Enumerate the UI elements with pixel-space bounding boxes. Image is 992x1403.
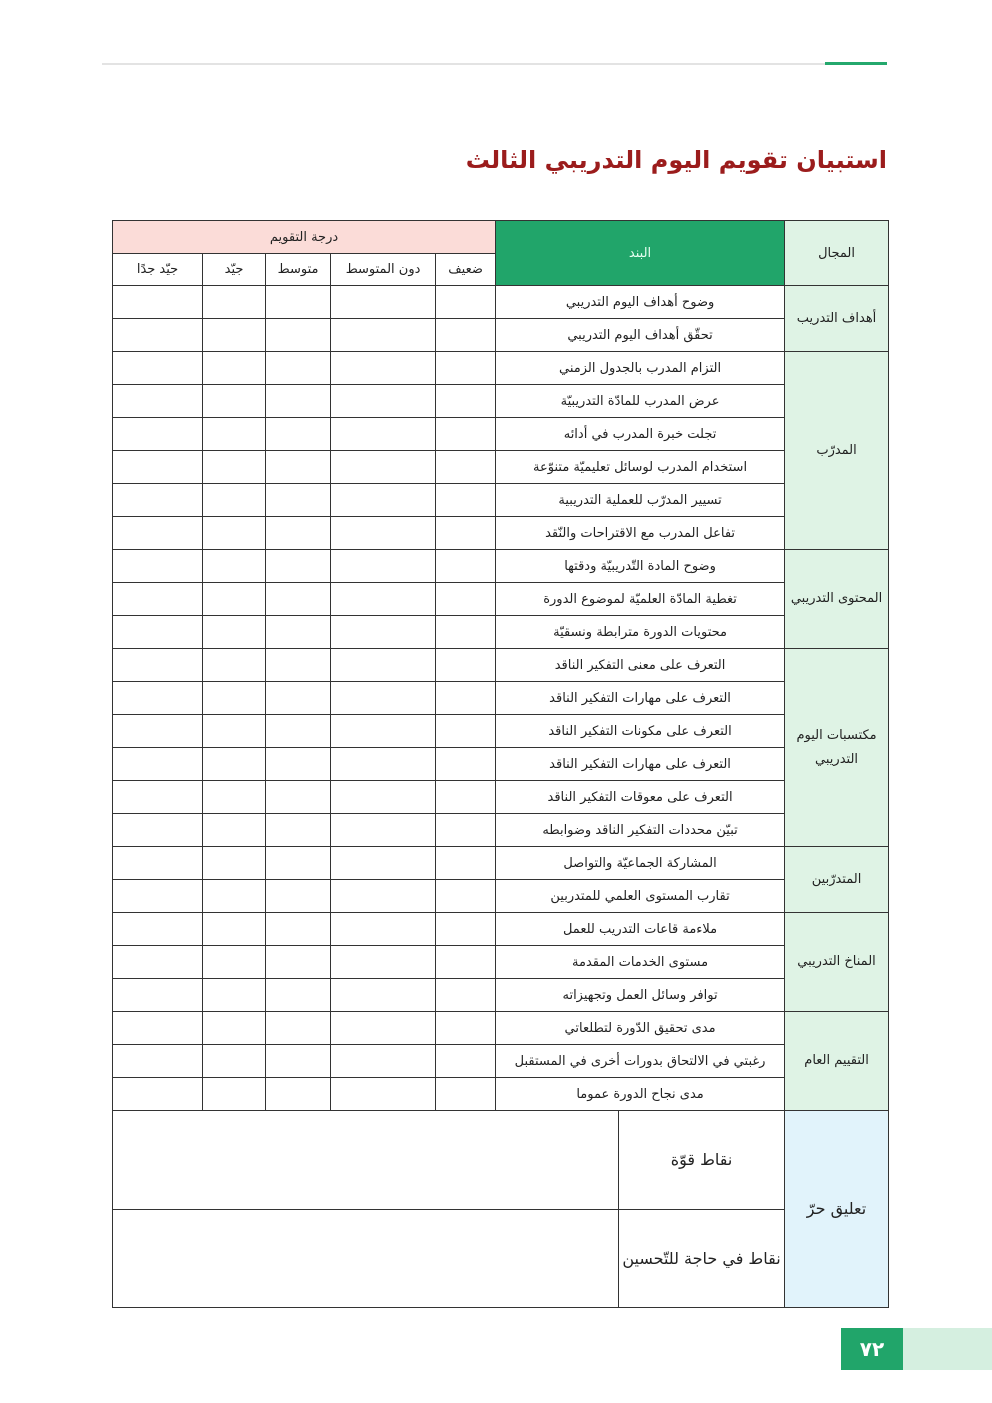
- rating-cell[interactable]: [113, 946, 203, 979]
- rating-cell[interactable]: [436, 484, 496, 517]
- scale-weak: ضعيف: [436, 254, 496, 286]
- item-cell: المشاركة الجماعيّة والتواصل: [496, 847, 785, 880]
- rating-cell[interactable]: [113, 781, 203, 814]
- domain-cell: المدرّب: [785, 352, 889, 550]
- rating-cell[interactable]: [203, 880, 266, 913]
- rating-cell[interactable]: [436, 517, 496, 550]
- table-row: [113, 517, 889, 550]
- rating-cell[interactable]: [203, 1012, 266, 1045]
- scale-very-good: جيّد جدًا: [113, 254, 203, 286]
- rating-cell[interactable]: [113, 550, 203, 583]
- rating-cell[interactable]: [436, 616, 496, 649]
- rating-cell[interactable]: [331, 748, 436, 781]
- top-divider: [102, 63, 887, 65]
- rating-cell[interactable]: [203, 649, 266, 682]
- rating-cell[interactable]: [331, 814, 436, 847]
- item-cell: تحقّق أهداف اليوم التدريبي: [496, 319, 785, 352]
- rating-cell[interactable]: [113, 748, 203, 781]
- item-cell: التعرف على معنى التفكير الناقد: [496, 649, 785, 682]
- table-row: [113, 880, 889, 913]
- rating-cell[interactable]: [203, 847, 266, 880]
- strengths-label: نقاط قوّة: [619, 1111, 785, 1210]
- rating-cell[interactable]: [113, 352, 203, 385]
- item-cell: مدى نجاح الدورة عموما: [496, 1078, 785, 1111]
- rating-cell[interactable]: [113, 1078, 203, 1111]
- item-cell: التزام المدرب بالجدول الزمني: [496, 352, 785, 385]
- rating-cell[interactable]: [331, 550, 436, 583]
- item-cell: مستوى الخدمات المقدمة: [496, 946, 785, 979]
- rating-cell[interactable]: [203, 1045, 266, 1078]
- rating-cell[interactable]: [203, 781, 266, 814]
- table-row: [113, 484, 889, 517]
- item-cell: تجلت خبرة المدرب في أدائه: [496, 418, 785, 451]
- rating-cell[interactable]: [113, 715, 203, 748]
- rating-cell[interactable]: [331, 781, 436, 814]
- rating-cell[interactable]: [266, 979, 331, 1012]
- rating-cell[interactable]: [113, 880, 203, 913]
- table-row: [113, 550, 889, 583]
- rating-cell[interactable]: [203, 385, 266, 418]
- rating-cell[interactable]: [266, 385, 331, 418]
- item-cell: تفاعل المدرب مع الاقتراحات والنّقد: [496, 517, 785, 550]
- scale-below-average: دون المتوسط: [331, 254, 436, 286]
- item-cell: ملاءمة قاعات التدريب للعمل: [496, 913, 785, 946]
- rating-cell[interactable]: [203, 550, 266, 583]
- rating-cell[interactable]: [331, 352, 436, 385]
- rating-cell[interactable]: [436, 979, 496, 1012]
- rating-cell[interactable]: [331, 847, 436, 880]
- rating-cell[interactable]: [331, 1012, 436, 1045]
- rating-cell[interactable]: [266, 715, 331, 748]
- domain-cell: المتدرّبين: [785, 847, 889, 913]
- rating-cell[interactable]: [113, 1045, 203, 1078]
- rating-cell[interactable]: [203, 814, 266, 847]
- rating-cell[interactable]: [113, 451, 203, 484]
- evaluation-body: [113, 286, 889, 1111]
- rating-cell[interactable]: [266, 649, 331, 682]
- rating-cell[interactable]: [436, 814, 496, 847]
- domain-cell: المناخ التدريبي: [785, 913, 889, 1012]
- rating-cell[interactable]: [113, 484, 203, 517]
- rating-cell[interactable]: [113, 814, 203, 847]
- table-row: [113, 286, 889, 319]
- domain-cell: المحتوى التدريبي: [785, 550, 889, 649]
- rating-cell[interactable]: [113, 979, 203, 1012]
- rating-cell[interactable]: [436, 385, 496, 418]
- rating-cell[interactable]: [436, 1078, 496, 1111]
- top-accent-bar: [825, 62, 887, 65]
- strengths-input-area[interactable]: [113, 1111, 619, 1210]
- rating-cell[interactable]: [113, 913, 203, 946]
- rating-cell[interactable]: [331, 286, 436, 319]
- rating-cell[interactable]: [436, 715, 496, 748]
- rating-cell[interactable]: [266, 1045, 331, 1078]
- rating-cell[interactable]: [266, 814, 331, 847]
- table-row: [113, 682, 889, 715]
- item-cell: عرض المدرب للمادّة التدريبيّة: [496, 385, 785, 418]
- rating-cell[interactable]: [436, 682, 496, 715]
- page-title: استبيان تقويم اليوم التدريبي الثالث: [465, 146, 887, 174]
- rating-cell[interactable]: [266, 880, 331, 913]
- footer-band: [903, 1328, 992, 1370]
- item-cell: توافر وسائل العمل وتجهيزاته: [496, 979, 785, 1012]
- rating-cell[interactable]: [266, 451, 331, 484]
- table-row: [113, 616, 889, 649]
- item-cell: مدى تحقيق الدّورة لتطلعاتي: [496, 1012, 785, 1045]
- table-row: [113, 979, 889, 1012]
- item-cell: رغبتي في الالتحاق بدورات أخرى في المستقبل: [496, 1045, 785, 1078]
- rating-cell[interactable]: [113, 286, 203, 319]
- rating-cell[interactable]: [113, 682, 203, 715]
- item-cell: تغطية المادّة العلميّة لموضوع الدورة: [496, 583, 785, 616]
- rating-cell[interactable]: [436, 550, 496, 583]
- rating-cell[interactable]: [436, 781, 496, 814]
- rating-cell[interactable]: [436, 451, 496, 484]
- rating-cell[interactable]: [436, 748, 496, 781]
- item-cell: وضوح المادة التّدريبيّة ودقتها: [496, 550, 785, 583]
- item-cell: التعرف على مهارات التفكير الناقد: [496, 682, 785, 715]
- rating-cell[interactable]: [203, 616, 266, 649]
- rating-cell[interactable]: [331, 319, 436, 352]
- rating-cell[interactable]: [436, 1045, 496, 1078]
- rating-cell[interactable]: [331, 583, 436, 616]
- table-row: [113, 319, 889, 352]
- rating-cell[interactable]: [266, 583, 331, 616]
- rating-cell[interactable]: [436, 946, 496, 979]
- rating-cell[interactable]: [266, 946, 331, 979]
- rating-cell[interactable]: [113, 418, 203, 451]
- table-row: [113, 1012, 889, 1045]
- table-row: [113, 715, 889, 748]
- rating-cell[interactable]: [266, 1012, 331, 1045]
- rating-cell[interactable]: [266, 550, 331, 583]
- rating-cell[interactable]: [436, 319, 496, 352]
- item-cell: تبيّن محددات التفكير الناقد وضوابطه: [496, 814, 785, 847]
- rating-cell[interactable]: [113, 517, 203, 550]
- rating-cell[interactable]: [203, 484, 266, 517]
- rating-cell[interactable]: [436, 352, 496, 385]
- rating-cell[interactable]: [436, 913, 496, 946]
- item-cell: التعرف على معوقات التفكير الناقد: [496, 781, 785, 814]
- table-row: [113, 946, 889, 979]
- item-cell: استخدام المدرب لوسائل تعليميّة متنوّعة: [496, 451, 785, 484]
- rating-cell[interactable]: [436, 286, 496, 319]
- table-row: [113, 748, 889, 781]
- table-row: [113, 451, 889, 484]
- rating-cell[interactable]: [113, 616, 203, 649]
- rating-cell[interactable]: [266, 517, 331, 550]
- rating-cell[interactable]: [331, 1045, 436, 1078]
- item-cell: تسيير المدرّب للعملية التدريبية: [496, 484, 785, 517]
- rating-cell[interactable]: [331, 715, 436, 748]
- improvement-label: نقاط في حاجة للتّحسين: [619, 1210, 785, 1308]
- table-row: [113, 649, 889, 682]
- item-cell: وضوح أهداف اليوم التدريبي: [496, 286, 785, 319]
- table-row: [113, 847, 889, 880]
- table-row: [113, 781, 889, 814]
- table-row: [113, 1045, 889, 1078]
- rating-cell[interactable]: [436, 649, 496, 682]
- domain-cell: مكتسبات اليوم التدريبي: [785, 649, 889, 847]
- domain-cell: أهداف التدريب: [785, 286, 889, 352]
- table-row: [113, 913, 889, 946]
- domain-cell: التقييم العام: [785, 1012, 889, 1111]
- item-cell: التعرف على مهارات التفكير الناقد: [496, 748, 785, 781]
- table-row: [113, 814, 889, 847]
- rating-cell[interactable]: [266, 418, 331, 451]
- comments-table: [112, 1110, 889, 1308]
- rating-cell[interactable]: [331, 880, 436, 913]
- rating-cell[interactable]: [331, 682, 436, 715]
- rating-cell[interactable]: [331, 616, 436, 649]
- rating-cell[interactable]: [266, 748, 331, 781]
- rating-cell[interactable]: [266, 484, 331, 517]
- table-row: [113, 583, 889, 616]
- table-row: [113, 1078, 889, 1111]
- rating-cell[interactable]: [203, 418, 266, 451]
- rating-cell[interactable]: [203, 946, 266, 979]
- rating-cell[interactable]: [113, 385, 203, 418]
- rating-cell[interactable]: [113, 319, 203, 352]
- rating-cell[interactable]: [266, 1078, 331, 1111]
- domain-header: المجال: [785, 221, 889, 286]
- rating-cell[interactable]: [266, 781, 331, 814]
- rating-cell[interactable]: [436, 880, 496, 913]
- rating-cell[interactable]: [203, 1078, 266, 1111]
- table-row: [113, 385, 889, 418]
- rating-cell[interactable]: [266, 319, 331, 352]
- grade-header: درجة التقويم: [113, 221, 496, 254]
- rating-cell[interactable]: [331, 517, 436, 550]
- rating-cell[interactable]: [331, 418, 436, 451]
- rating-cell[interactable]: [203, 583, 266, 616]
- rating-cell[interactable]: [203, 352, 266, 385]
- rating-cell[interactable]: [266, 286, 331, 319]
- rating-cell[interactable]: [331, 451, 436, 484]
- rating-cell[interactable]: [436, 847, 496, 880]
- rating-cell[interactable]: [436, 1012, 496, 1045]
- table-row: [113, 352, 889, 385]
- rating-cell[interactable]: [203, 682, 266, 715]
- rating-cell[interactable]: [331, 946, 436, 979]
- rating-cell[interactable]: [266, 352, 331, 385]
- evaluation-table: [112, 220, 889, 1111]
- rating-cell[interactable]: [331, 385, 436, 418]
- rating-cell[interactable]: [266, 913, 331, 946]
- rating-cell[interactable]: [203, 517, 266, 550]
- rating-cell[interactable]: [331, 1078, 436, 1111]
- rating-cell[interactable]: [331, 649, 436, 682]
- table-row: [113, 418, 889, 451]
- rating-cell[interactable]: [266, 616, 331, 649]
- rating-cell[interactable]: [331, 913, 436, 946]
- rating-cell[interactable]: [203, 979, 266, 1012]
- rating-cell[interactable]: [203, 319, 266, 352]
- rating-cell[interactable]: [436, 418, 496, 451]
- rating-cell[interactable]: [113, 583, 203, 616]
- rating-cell[interactable]: [266, 682, 331, 715]
- rating-cell[interactable]: [113, 1012, 203, 1045]
- item-cell: التعرف على مكونات التفكير الناقد: [496, 715, 785, 748]
- rating-cell[interactable]: [203, 748, 266, 781]
- item-header: البند: [496, 221, 785, 286]
- rating-cell[interactable]: [266, 847, 331, 880]
- rating-cell[interactable]: [203, 715, 266, 748]
- rating-cell[interactable]: [331, 979, 436, 1012]
- rating-cell[interactable]: [436, 583, 496, 616]
- scale-average: متوسط: [266, 254, 331, 286]
- page-number: ٧٢: [841, 1328, 903, 1370]
- scale-good: جيّد: [203, 254, 266, 286]
- rating-cell[interactable]: [203, 451, 266, 484]
- rating-cell[interactable]: [113, 649, 203, 682]
- rating-cell[interactable]: [113, 847, 203, 880]
- improvement-input-area[interactable]: [113, 1210, 619, 1308]
- rating-cell[interactable]: [331, 484, 436, 517]
- item-cell: تقارب المستوى العلمي للمتدربين: [496, 880, 785, 913]
- free-comment-label: تعليق حرّ: [785, 1111, 889, 1308]
- rating-cell[interactable]: [203, 913, 266, 946]
- rating-cell[interactable]: [203, 286, 266, 319]
- item-cell: محتويات الدورة مترابطة ونسقيّة: [496, 616, 785, 649]
